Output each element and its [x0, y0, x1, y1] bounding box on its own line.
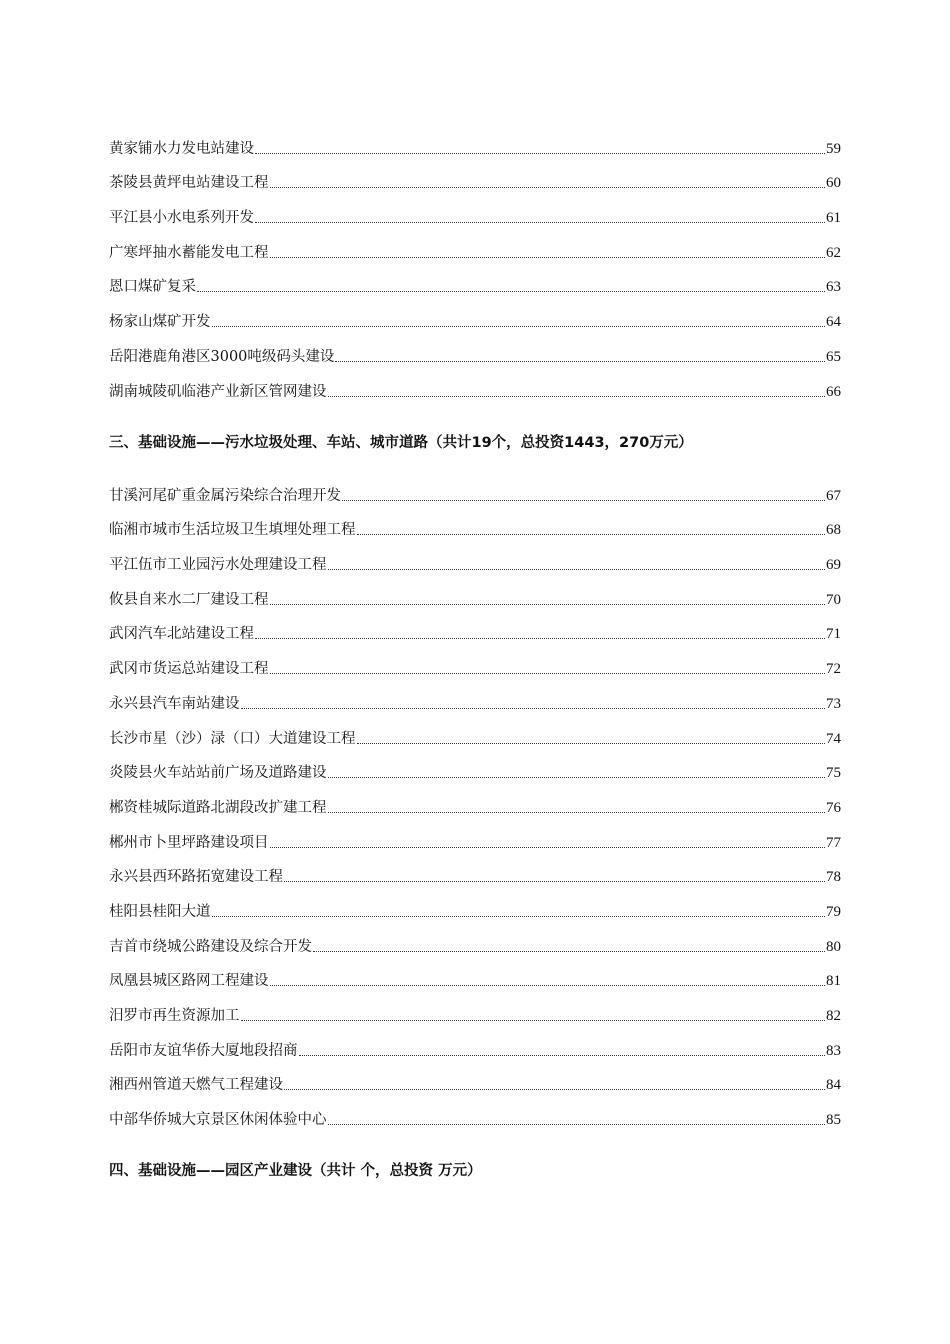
toc-dot-leader [328, 1124, 826, 1125]
toc-entry-page-number: 62 [826, 244, 841, 261]
toc-dot-leader [212, 326, 826, 327]
toc-dot-leader [270, 847, 826, 848]
toc-dot-leader [357, 534, 826, 535]
toc-dot-leader [328, 777, 826, 778]
toc-entry-title: 恩口煤矿复采 [109, 279, 196, 296]
toc-entry[interactable] [109, 718, 841, 753]
toc-entry-title: 永兴县汽车南站建设 [109, 695, 240, 712]
toc-entry-title: 广寒坪抽水蓄能发电工程 [109, 244, 269, 261]
toc-entry-page-number: 60 [826, 175, 841, 192]
toc-entry-title: 凤凰县城区路网工程建设 [109, 973, 269, 990]
toc-entry[interactable] [109, 1099, 841, 1134]
toc-dot-leader [270, 257, 826, 258]
toc-entry[interactable] [109, 301, 841, 336]
toc-entry-page-number: 83 [826, 1042, 841, 1059]
toc-dot-leader [328, 569, 826, 570]
toc-entry-title: 长沙市星（沙）渌（口）大道建设工程 [109, 730, 356, 747]
toc-entry-page-number: 84 [826, 1077, 841, 1094]
toc-entry-title: 汨罗市再生资源加工 [109, 1008, 240, 1024]
toc-dot-leader [270, 604, 826, 605]
toc-entry-page-number: 71 [826, 626, 841, 643]
toc-entry[interactable] [109, 510, 841, 545]
toc-dot-leader [357, 743, 826, 744]
toc-entry[interactable] [109, 683, 841, 718]
toc-entry-page-number: 78 [826, 869, 841, 886]
toc-entry[interactable] [109, 336, 841, 371]
toc-entry-page-number: 85 [826, 1112, 841, 1129]
toc-entry[interactable] [109, 544, 841, 579]
toc-entry[interactable] [109, 995, 841, 1030]
toc-entry-title: 临湘市城市生活垃圾卫生填埋处理工程 [109, 522, 356, 539]
toc-entry-title: 黄家铺水力发电站建设 [109, 140, 254, 157]
toc-entry[interactable] [109, 891, 841, 926]
toc-entry-title: 攸县自来水二厂建设工程 [109, 591, 269, 608]
toc-entry-title: 武冈市货运总站建设工程 [109, 661, 269, 678]
toc-entry-title: 岳阳港鹿角港区3000吨级码头建设 [109, 348, 335, 365]
toc-dot-leader [270, 673, 826, 674]
toc-entry[interactable] [109, 267, 841, 302]
toc-entry-page-number: 73 [826, 695, 841, 712]
toc-entry-page-number: 77 [826, 834, 841, 851]
toc-entry-page-number: 68 [826, 522, 841, 539]
toc-entry[interactable] [109, 753, 841, 788]
toc-entry[interactable] [109, 822, 841, 857]
toc-dot-leader [299, 1055, 826, 1056]
toc-entry-page-number: 80 [826, 938, 841, 955]
toc-entry-title: 炎陵县火车站站前广场及道路建设 [109, 765, 327, 782]
toc-entry[interactable] [109, 579, 841, 614]
toc-dot-leader [255, 638, 825, 639]
toc-entry-page-number: 76 [826, 799, 841, 816]
section-heading-4: 四、基础设施——园区产业建设（共计 个，总投资 万元） [109, 1163, 482, 1179]
toc-entry[interactable] [109, 614, 841, 649]
toc-entry-page-number: 81 [826, 973, 841, 990]
toc-entry[interactable] [109, 648, 841, 683]
toc-dot-leader [270, 187, 826, 188]
toc-entry-title: 郴州市卜里坪路建设项目 [109, 834, 269, 851]
toc-entry-title: 武冈汽车北站建设工程 [109, 626, 254, 643]
toc-entry[interactable] [109, 857, 841, 892]
toc-entry-page-number: 69 [826, 557, 841, 574]
toc-entry-title: 湖南城陵矶临港产业新区管网建设 [109, 383, 327, 400]
toc-entry-title: 平江县小水电系列开发 [109, 210, 254, 227]
toc-block-infrastructure [109, 475, 841, 1134]
toc-entry-title: 甘溪河尾矿重金属污染综合治理开发 [109, 487, 341, 504]
toc-dot-leader [335, 361, 825, 362]
toc-dot-leader [313, 951, 825, 952]
toc-entry-page-number: 65 [826, 348, 841, 365]
toc-entry-page-number: 70 [826, 591, 841, 608]
toc-entry[interactable] [109, 1030, 841, 1065]
toc-entry[interactable] [109, 787, 841, 822]
toc-entry-page-number: 64 [826, 314, 841, 331]
toc-entry-title: 杨家山煤矿开发 [109, 314, 211, 331]
toc-entry-title: 岳阳市友谊华侨大厦地段招商 [109, 1042, 298, 1059]
toc-entry[interactable] [109, 197, 841, 232]
toc-dot-leader [255, 222, 825, 223]
toc-entry[interactable] [109, 371, 841, 406]
toc-entry[interactable] [109, 961, 841, 996]
toc-dot-leader [197, 291, 825, 292]
toc-entry-page-number: 79 [826, 903, 841, 920]
toc-entry[interactable] [109, 232, 841, 267]
toc-entry-title: 茶陵县黄坪电站建设工程 [109, 175, 269, 192]
toc-dot-leader [212, 916, 826, 917]
toc-dot-leader [284, 881, 825, 882]
toc-entry[interactable] [109, 128, 841, 163]
toc-entry-page-number: 82 [826, 1008, 841, 1024]
toc-entry-title: 湘西州管道天燃气工程建设 [109, 1077, 283, 1094]
section-heading-3: 三、基础设施——污水垃圾处理、车站、城市道路（共计19个，总投资1443，270万元） [109, 435, 693, 451]
toc-dot-leader [270, 985, 826, 986]
toc-entry-page-number: 67 [826, 487, 841, 504]
toc-entry-title: 吉首市绕城公路建设及综合开发 [109, 938, 312, 955]
toc-dot-leader [255, 153, 825, 154]
toc-entry-page-number: 72 [826, 661, 841, 678]
toc-dot-leader [241, 1020, 826, 1021]
toc-entry-title: 平江伍市工业园污水处理建设工程 [109, 557, 327, 574]
toc-dot-leader [241, 708, 826, 709]
toc-dot-leader [342, 500, 825, 501]
toc-entry[interactable] [109, 1065, 841, 1100]
toc-entry-title: 永兴县西环路拓宽建设工程 [109, 869, 283, 886]
toc-dot-leader [328, 396, 826, 397]
toc-entry-page-number: 74 [826, 730, 841, 747]
toc-dot-leader [284, 1089, 825, 1090]
toc-block-energy [109, 128, 841, 406]
toc-entry-title: 郴资桂城际道路北湖段改扩建工程 [109, 799, 327, 816]
toc-entry-title: 中部华侨城大京景区休闲体验中心 [109, 1112, 327, 1129]
toc-entry-page-number: 75 [826, 765, 841, 782]
toc-entry[interactable] [109, 475, 841, 510]
toc-entry[interactable] [109, 163, 841, 198]
toc-entry-page-number: 66 [826, 383, 841, 400]
toc-entry-title: 桂阳县桂阳大道 [109, 903, 211, 920]
toc-entry[interactable] [109, 926, 841, 961]
toc-entry-page-number: 61 [826, 210, 841, 227]
toc-dot-leader [328, 812, 826, 813]
toc-entry-page-number: 59 [826, 140, 841, 157]
toc-entry-page-number: 63 [826, 279, 841, 296]
